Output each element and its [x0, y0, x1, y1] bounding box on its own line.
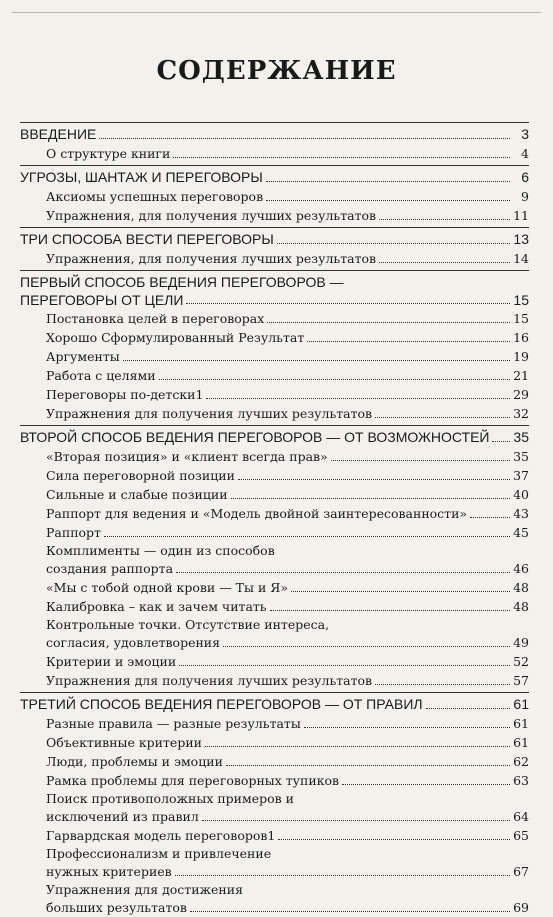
- page-number: 63: [513, 773, 529, 788]
- toc-entry-row[interactable]: [20, 206, 529, 225]
- dot-leader: [379, 262, 510, 263]
- toc-entry-row[interactable]: [20, 504, 529, 523]
- dot-leader: [304, 727, 510, 728]
- dot-leader: [186, 303, 510, 304]
- page-number: 14: [513, 251, 529, 266]
- toc-entry-title: «Мы с тобой одной крови — Ты и Я»: [46, 580, 288, 595]
- toc-section-row[interactable]: [20, 695, 529, 714]
- toc-entry-row[interactable]: [20, 752, 529, 771]
- toc-title-block: [46, 881, 529, 917]
- dot-leader: [492, 441, 510, 442]
- toc-entry-row[interactable]: [20, 578, 529, 597]
- toc-entry-title: Аргументы: [46, 349, 120, 364]
- toc-entry-row[interactable]: [20, 733, 529, 752]
- toc-last-line: [46, 808, 529, 826]
- dot-leader: [206, 398, 510, 399]
- toc-entry-title: Аксиомы успешных переговоров: [46, 189, 264, 204]
- page-number: 48: [513, 580, 529, 595]
- dot-leader: [291, 591, 510, 592]
- toc-entry-row[interactable]: [20, 771, 529, 790]
- dot-leader: [202, 820, 510, 821]
- toc-title-block: [46, 542, 529, 578]
- page-number: 52: [513, 654, 529, 669]
- toc-entry-title: создания раппорта: [46, 561, 174, 576]
- toc-section-row[interactable]: [20, 273, 529, 309]
- toc-title-block: [46, 790, 529, 826]
- dot-leader: [226, 765, 510, 766]
- toc-last-line: [46, 634, 529, 652]
- toc-part: [20, 692, 529, 917]
- dot-leader: [223, 646, 510, 647]
- toc-entry-title: согласия, удовлетворения: [46, 635, 221, 650]
- page-number: 15: [513, 292, 529, 308]
- toc-part: [20, 227, 529, 268]
- toc-entry-row[interactable]: [20, 366, 529, 385]
- toc-entry-title: Критерии и эмоции: [46, 654, 177, 669]
- toc-entry-row[interactable]: [20, 652, 529, 671]
- toc-section-title: УГРОЗЫ, ШАНТАЖ И ПЕРЕГОВОРЫ: [20, 169, 263, 185]
- toc-entry-title: Упражнения для получения лучших результатов: [46, 673, 373, 688]
- page-number: 35: [513, 429, 529, 445]
- toc-title-block: [46, 616, 529, 652]
- toc-section-row[interactable]: [20, 428, 529, 447]
- page-number: 65: [513, 828, 529, 843]
- toc-entry-row[interactable]: [20, 523, 529, 542]
- toc-entry-row[interactable]: [20, 845, 529, 881]
- page-number: 6: [521, 169, 529, 185]
- toc-last-line: [20, 291, 529, 309]
- toc-entry-row[interactable]: [20, 466, 529, 485]
- toc-section-title: ТРЕТИЙ СПОСОБ ВЕДЕНИЯ ПЕРЕГОВОРОВ — ОТ ПРАВИЛ: [20, 696, 423, 712]
- dot-leader: [173, 157, 510, 158]
- page-number: 15: [513, 311, 529, 326]
- toc-entry-title: Калибровка – как и зачем читать: [46, 599, 267, 614]
- toc-entry-row[interactable]: [20, 714, 529, 733]
- toc-entry-row[interactable]: [20, 144, 529, 163]
- page-number: 46: [513, 561, 529, 576]
- toc-entry-title: «Вторая позиция» и «клиент всегда прав»: [46, 449, 328, 464]
- dot-leader: [190, 911, 510, 912]
- dot-leader: [277, 243, 510, 244]
- toc-entry-row[interactable]: [20, 447, 529, 466]
- toc-title-block: [20, 273, 529, 309]
- toc-last-line: [46, 899, 529, 917]
- dot-leader: [278, 839, 510, 840]
- dot-leader: [104, 536, 510, 537]
- dot-leader: [205, 746, 510, 747]
- dot-leader: [175, 875, 510, 876]
- toc-last-line: [46, 863, 529, 881]
- toc-section-row[interactable]: [20, 125, 529, 144]
- dot-leader: [375, 684, 510, 685]
- dot-leader: [176, 572, 510, 573]
- page-number: 61: [513, 696, 529, 712]
- toc-entry-title: Раппорт: [46, 525, 101, 540]
- toc-title-block: [46, 845, 529, 881]
- toc-entry-title: Рамка проблемы для переговорных тупиков: [46, 773, 340, 788]
- dot-leader: [231, 498, 510, 499]
- toc-entry-title: Упражнения, для получения лучших результатов: [46, 208, 377, 223]
- toc-entry-title: Сила переговорной позиции: [46, 468, 235, 483]
- dot-leader: [270, 610, 510, 611]
- toc-section-row[interactable]: [20, 230, 529, 249]
- page-number: 13: [513, 231, 529, 247]
- toc-entry-row[interactable]: [20, 328, 529, 347]
- dot-leader: [159, 379, 510, 380]
- toc-part: [20, 425, 529, 690]
- dot-leader: [307, 341, 510, 342]
- toc-entry-row[interactable]: [20, 249, 529, 268]
- toc-entry-title: Люди, проблемы и эмоции: [46, 754, 223, 769]
- toc-section-row[interactable]: [20, 168, 529, 187]
- dot-leader: [379, 219, 510, 220]
- toc-entry-title: Работа с целями: [46, 368, 156, 383]
- dot-leader: [375, 417, 510, 418]
- page-number: 57: [513, 673, 529, 688]
- top-rule: [12, 12, 541, 13]
- dot-leader: [267, 322, 510, 323]
- toc-entry-title: Упражнения для достижения: [46, 882, 243, 897]
- dot-leader: [266, 200, 510, 201]
- toc-entry-row[interactable]: [20, 616, 529, 652]
- page-number: 32: [513, 406, 529, 421]
- toc-part: [20, 165, 529, 225]
- toc-part: [20, 270, 529, 423]
- toc-entry-title: Поиск противоположных примеров и: [46, 791, 294, 806]
- dot-leader: [99, 138, 510, 139]
- toc-entry-row[interactable]: [20, 790, 529, 826]
- toc-entry-title: Контрольные точки. Отсутствие интереса,: [46, 617, 330, 632]
- toc-entry-title: Комплименты — один из способов: [46, 543, 275, 558]
- toc-entry-title: нужных критериев: [46, 864, 172, 879]
- dot-leader: [238, 479, 510, 480]
- toc-entry-title: Упражнения для получения лучших результатов: [46, 406, 373, 421]
- table-of-contents: [20, 120, 529, 917]
- toc-entry-row[interactable]: [20, 187, 529, 206]
- page-number: 16: [513, 330, 529, 345]
- toc-entry-row[interactable]: [20, 347, 529, 366]
- page-number: 69: [513, 900, 529, 915]
- page-number: 49: [513, 635, 529, 650]
- toc-entry-title: исключений из правил: [46, 809, 199, 824]
- page-number: 45: [513, 525, 529, 540]
- page-number: 62: [513, 754, 529, 769]
- page-number: 35: [513, 449, 529, 464]
- toc-entry-row[interactable]: [20, 385, 529, 404]
- toc-part: [20, 122, 529, 163]
- toc-entry-row[interactable]: [20, 404, 529, 423]
- dot-leader: [426, 708, 510, 709]
- page-number: 19: [513, 349, 529, 364]
- page-number: 9: [521, 189, 529, 204]
- dot-leader: [470, 517, 510, 518]
- toc-entry-title: Гарвардская модель переговоров1: [46, 828, 276, 843]
- toc-section-title: ТРИ СПОСОБА ВЕСТИ ПЕРЕГОВОРЫ: [20, 231, 274, 247]
- page-title: СОДЕРЖАНИЕ: [156, 56, 397, 86]
- dot-leader: [331, 460, 510, 461]
- toc-section-title: ВТОРОЙ СПОСОБ ВЕДЕНИЯ ПЕРЕГОВОРОВ — ОТ ВОЗМОЖНОСТЕЙ: [20, 429, 490, 445]
- page-number: 43: [513, 506, 529, 521]
- toc-entry-title: Объективные критерии: [46, 735, 202, 750]
- toc-entry-title: Раппорт для ведения и «Модель двойной заинтересованности»: [46, 506, 468, 521]
- toc-entry-title: Постановка целей в переговорах: [46, 311, 265, 326]
- toc-entry-title: Переговоры по-детски1: [46, 387, 204, 402]
- page-number: 48: [513, 599, 529, 614]
- toc-entry-title: Разные правила — разные результаты: [46, 716, 301, 731]
- dot-leader: [266, 181, 510, 182]
- toc-last-line: [46, 560, 529, 578]
- toc-entry-title: Профессионализм и привлечение: [46, 846, 272, 861]
- toc-entry-row[interactable]: [20, 542, 529, 578]
- page-number: 21: [513, 368, 529, 383]
- toc-entry-title: Упражнения, для получения лучших результатов: [46, 251, 377, 266]
- toc-section-title: ВВЕДЕНИЕ: [20, 126, 97, 142]
- toc-entry-row[interactable]: [20, 309, 529, 328]
- toc-entry-row[interactable]: [20, 881, 529, 917]
- dot-leader: [123, 360, 510, 361]
- page-number: 64: [513, 809, 529, 824]
- page-number: 40: [513, 487, 529, 502]
- toc-entry-title: Сильные и слабые позиции: [46, 487, 228, 502]
- toc-entry-title: О структуре книги: [46, 146, 171, 161]
- toc-section-title: ПЕРВЫЙ СПОСОБ ВЕДЕНИЯ ПЕРЕГОВОРОВ —: [20, 274, 344, 290]
- toc-entry-row[interactable]: [20, 597, 529, 616]
- dot-leader: [179, 665, 510, 666]
- page-number: 61: [513, 735, 529, 750]
- page-number: 29: [513, 387, 529, 402]
- toc-entry-title: больших результатов: [46, 900, 187, 915]
- page-number: 3: [521, 126, 529, 142]
- page-number: 11: [513, 208, 529, 223]
- dot-leader: [342, 784, 510, 785]
- toc-entry-row[interactable]: [20, 485, 529, 504]
- toc-entry-row[interactable]: [20, 671, 529, 690]
- page-number: 61: [513, 716, 529, 731]
- toc-section-title: ПЕРЕГОВОРЫ ОТ ЦЕЛИ: [20, 292, 184, 308]
- page-number: 67: [513, 864, 529, 879]
- page-number: 4: [521, 146, 529, 161]
- toc-entry-title: Хорошо Сформулированный Результат: [46, 330, 305, 345]
- toc-entry-row[interactable]: [20, 826, 529, 845]
- page-number: 37: [513, 468, 529, 483]
